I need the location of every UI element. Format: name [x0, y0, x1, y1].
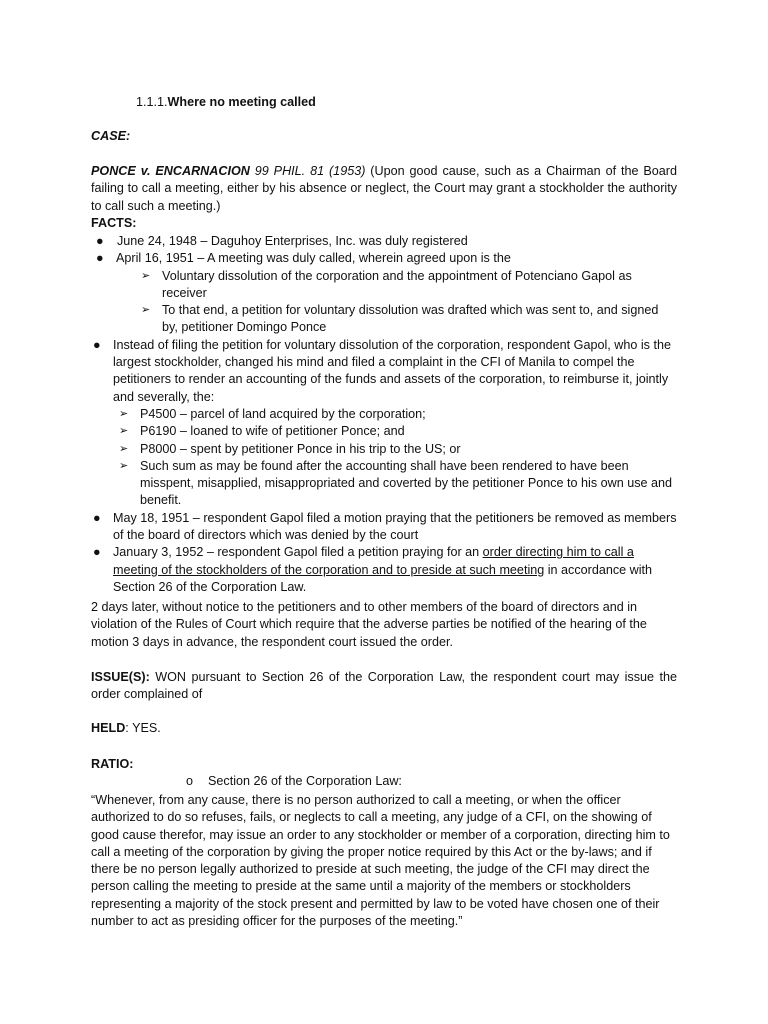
bullet-icon: ● [93, 545, 101, 560]
fact-text: Instead of filing the petition for voluntary dissolution of the corporation, respondent Gapol, who is the largest stockholder, changed his mind and filed a complaint in the CFI of Manila to compel the petitioners to render an accounting of the funds and assets of the corporation, to reimburse it, jointly and severally, the: [113, 337, 671, 404]
arrow-bullet-icon: ➢ [119, 459, 129, 472]
case-citation: 99 PHIL. 81 (1953) [249, 164, 366, 178]
fact-item [91, 233, 677, 250]
fact-subitem-text: P8000 – spent by petitioner Ponce in his trip to the US; or [140, 441, 461, 456]
fact-text: May 18, 1951 – respondent Gapol filed a motion praying that the petitioners be removed as members of the board of directors which was denied by the court [113, 510, 677, 543]
section-number: 1.1.1. [136, 95, 168, 109]
fact-subitem-text: To that end, a petition for voluntary dissolution was drafted which was sent to, and signed by, petitioner Domingo Ponce [162, 303, 659, 335]
held-text: : YES. [125, 721, 161, 735]
fact-subitem [91, 423, 677, 440]
facts-label: FACTS: [91, 216, 137, 230]
statute-quote: “Whenever, from any cause, there is no person authorized to call a meeting, or when the officer authorized to do so refuses, fails, or neglects to call a meeting, any judge of a CFI, on the showing of good cause therefor, may issue an order to any stockholder or member of a corporation, directing him to call a meeting of the corporation by giving the proper notice required by this Act or the by-laws; and if there be no person legally authorized to preside at such meeting, the judge of the CFI may direct the person calling the meeting to preside at the same until a majority of the members or stockholders representing a majority of the stock present and permitted by law to be voted have chosen one of their number to act as presiding officer for the purposes of the meeting.” [91, 793, 670, 929]
arrow-bullet-icon: ➢ [119, 425, 129, 438]
bullet-icon: ● [96, 251, 104, 266]
fact-subitem [91, 302, 677, 337]
section-title: Where no meeting called [167, 95, 316, 109]
fact-subitem [91, 268, 677, 303]
post-facts-paragraph: 2 days later, without notice to the petitioners and to other members of the board of directors and in violation of the Rules of Court which require that the adverse parties be notified of the hearing of the motion 3 days in advance, the respondent court issued the order. [91, 600, 647, 649]
arrow-bullet-icon: ➢ [141, 304, 151, 317]
bullet-icon: ● [93, 510, 101, 525]
fact-item [91, 544, 677, 596]
case-summary [91, 163, 677, 215]
bullet-icon: ● [93, 337, 101, 352]
bullet-icon: ● [96, 234, 104, 248]
facts-list [91, 233, 677, 596]
held-label: HELD [91, 721, 126, 735]
fact-subitem-text: P6190 – loaned to wife of petitioner Ponce; and [140, 424, 405, 439]
fact-subitem [91, 406, 677, 423]
fact-text-start: January 3, 1952 – respondent Gapol filed a petition praying for an [113, 545, 483, 560]
fact-subitem [91, 458, 677, 510]
arrow-bullet-icon: ➢ [119, 407, 129, 420]
issue-paragraph [91, 669, 677, 704]
fact-subitem-text: Such sum as may be found after the accounting shall have been rendered to have been misspent, misapplied, misappropriated and coverted by the petitioner Ponce to his own use and benefit. [140, 458, 673, 508]
fact-text: June 24, 1948 – Daguhoy Enterprises, Inc. was duly registered [117, 234, 468, 248]
fact-text-end: in accordance with Section 26 of the Corporation Law. [113, 562, 653, 594]
fact-subitem-text: P4500 – parcel of land acquired by the corporation; [140, 406, 426, 421]
issue-label: ISSUE(S): [91, 670, 150, 684]
section-heading [136, 94, 722, 111]
section-reference-text: Section 26 of the Corporation Law: [208, 774, 402, 788]
fact-item [91, 510, 677, 545]
fact-item [91, 250, 677, 267]
issue-text: WON pursuant to Section 26 of the Corporation Law, the respondent court may issue the order complained of [91, 670, 677, 702]
case-name: PONCE v. ENCARNACION [91, 164, 250, 178]
ratio-label: RATIO: [91, 757, 134, 771]
fact-text [113, 545, 652, 594]
fact-text: April 16, 1951 – A meeting was duly called, wherein agreed upon is the [116, 251, 511, 266]
circle-bullet-icon: o [186, 774, 194, 788]
fact-subitem-text: Voluntary dissolution of the corporation and the appointment of Potenciano Gapol as receiver [162, 268, 632, 300]
held-paragraph [91, 720, 677, 737]
case-label: CASE: [91, 129, 131, 143]
case-summary-text: (Upon good cause, such as a Chairman of the Board failing to call a meeting, either by his absence or neglect, the Court may grant a stockholder the authority to call such a meeting.) [91, 164, 677, 213]
arrow-bullet-icon: ➢ [119, 442, 129, 455]
underlined-order-text: order directing him to call a meeting of the stockholders of the corporation and to preside at such meeting [113, 545, 634, 577]
arrow-bullet-icon: ➢ [141, 269, 151, 282]
fact-subitem [91, 441, 677, 458]
fact-item [91, 337, 677, 406]
